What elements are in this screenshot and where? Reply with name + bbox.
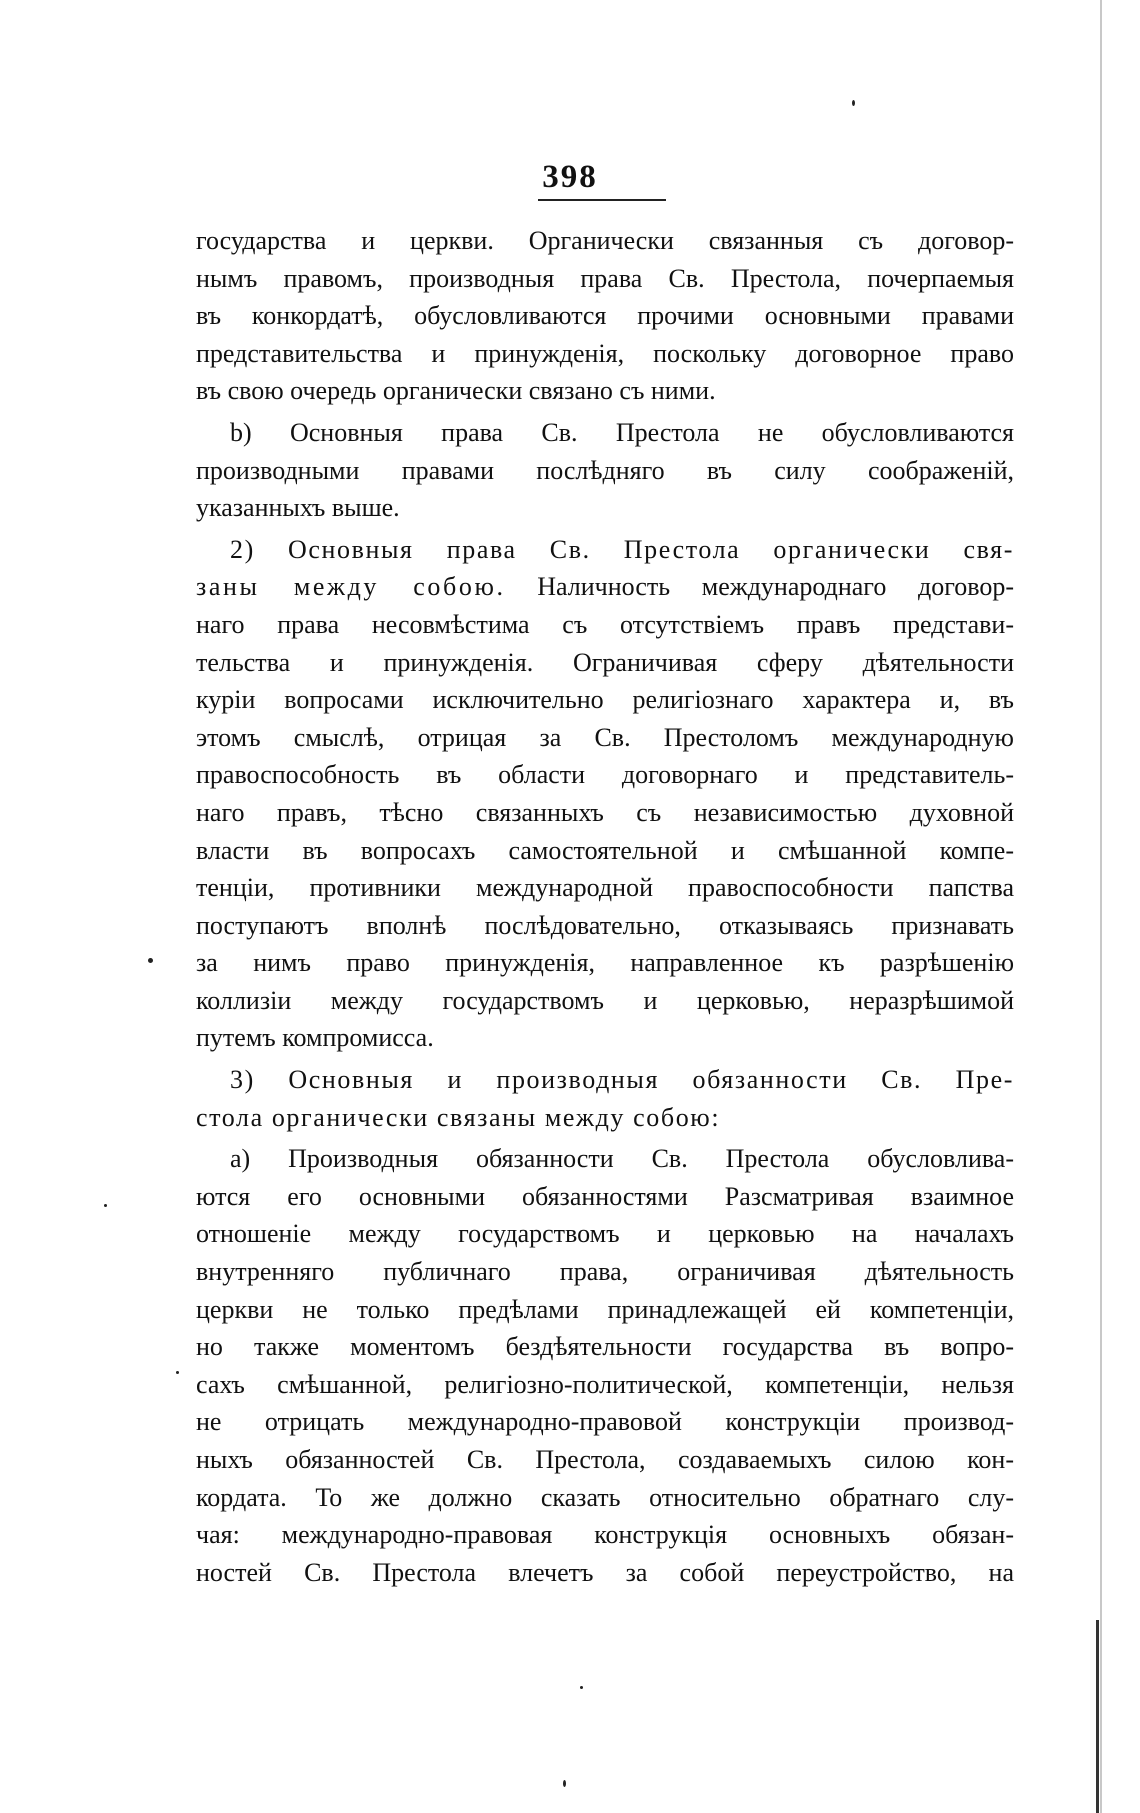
section-heading-line: 2) Основныя права Св. Престола органически свя- [230, 534, 1014, 564]
text-line: тенціи, противники международной правоспособности папства [196, 873, 1014, 903]
body-text [196, 222, 1014, 1591]
page-edge-mark [1096, 1620, 1099, 1813]
text-line: коллизіи между государствомъ и церковью, неразрѣшимой [196, 985, 1014, 1015]
scan-speck [852, 100, 855, 106]
text-line: внутренняго публичнаго права, ограничивая дѣятельность [196, 1257, 1014, 1287]
section-heading-line: стола органически связаны между собою: [196, 1102, 721, 1132]
text-line: въ свою очередь органически связано съ ними. [196, 376, 716, 406]
page-number-rule [538, 199, 666, 201]
text-line: церкви не только предѣлами принадлежащей ей компетенціи, [196, 1294, 1014, 1324]
scan-speck [176, 1371, 179, 1374]
text-line: тельства и принужденія. Ограничивая сферу дѣятельности [196, 647, 1014, 677]
text-run: Наличность международнаго договор- [537, 572, 1014, 602]
text-line: представительства и принужденія, поскольку договорное право [196, 338, 1014, 368]
scan-speck [563, 1780, 566, 1787]
text-line: наго права несовмѣстима съ отсутствіемъ правъ представи- [196, 609, 1014, 639]
text-line: государства и церкви. Органически связанныя съ договор- [196, 226, 1014, 255]
text-line: но также моментомъ бездѣятельности государства въ вопро- [196, 1332, 1014, 1362]
scan-speck [148, 958, 153, 963]
paragraph [196, 531, 1014, 1057]
text-line: производными правами послѣдняго въ силу соображеній, [196, 455, 1014, 485]
text-line: поступаютъ вполнѣ послѣдовательно, отказываясь признавать [196, 910, 1014, 940]
text-line: нымъ правомъ, производныя права Св. Престола, почерпаемыя [196, 263, 1014, 293]
paragraph [196, 1140, 1014, 1591]
text-line: власти въ вопросахъ самостоятельной и смѣшанной компе- [196, 835, 1014, 865]
paragraph [196, 222, 1014, 410]
text-line: сахъ смѣшанной, религіозно-политической, компетенціи, нельзя [196, 1369, 1014, 1399]
text-line: путемъ компромисса. [196, 1023, 434, 1053]
text-line: чая: международно-правовая конструкція основныхъ обязан- [196, 1520, 1014, 1550]
section-heading-line: 3) Основныя и производныя обязанности Св. Пре- [230, 1065, 1014, 1095]
text-line: не отрицать международно-правовой конструкціи производ- [196, 1407, 1014, 1437]
text-line: за нимъ право принужденія, направленное къ разрѣшенію [196, 948, 1014, 978]
text-line: этомъ смыслѣ, отрицая за Св. Престоломъ международную [196, 722, 1014, 752]
text-line: указанныхъ выше. [196, 493, 400, 523]
text-line: а) Производныя обязанности Св. Престола обусловлива- [230, 1144, 1014, 1174]
section-heading-continuation: заны между собою. [196, 572, 506, 602]
page-number: 398 [542, 159, 598, 195]
scan-speck [580, 1686, 583, 1689]
text-line: ются его основными обязанностями Разсматривая взаимное [196, 1181, 1014, 1211]
text-line: ностей Св. Престола влечетъ за собой переустройство, на [196, 1557, 1014, 1587]
scan-speck [104, 1204, 107, 1207]
text-line: b) Основныя права Св. Престола не обусловливаются [230, 417, 1014, 447]
text-line [196, 568, 1014, 606]
text-line: правоспособность въ области договорнаго и представитель- [196, 760, 1014, 790]
text-line: ныхъ обязанностей Св. Престола, создаваемыхъ силою кон- [196, 1445, 1014, 1474]
text-line: кордата. То же должно сказать относительно обратнаго слу- [196, 1482, 1014, 1512]
text-line: въ конкордатѣ, обусловливаются прочими основными правами [196, 301, 1014, 331]
page-edge-shadow [1100, 0, 1102, 1813]
text-line: куріи вопросами исключительно религіознаго характера и, въ [196, 685, 1014, 715]
text-line: наго правъ, тѣсно связанныхъ съ независимостью духовной [196, 797, 1014, 827]
paragraph [196, 1061, 1014, 1136]
paragraph [196, 414, 1014, 527]
text-line: отношеніе между государствомъ и церковью на началахъ [196, 1219, 1014, 1249]
